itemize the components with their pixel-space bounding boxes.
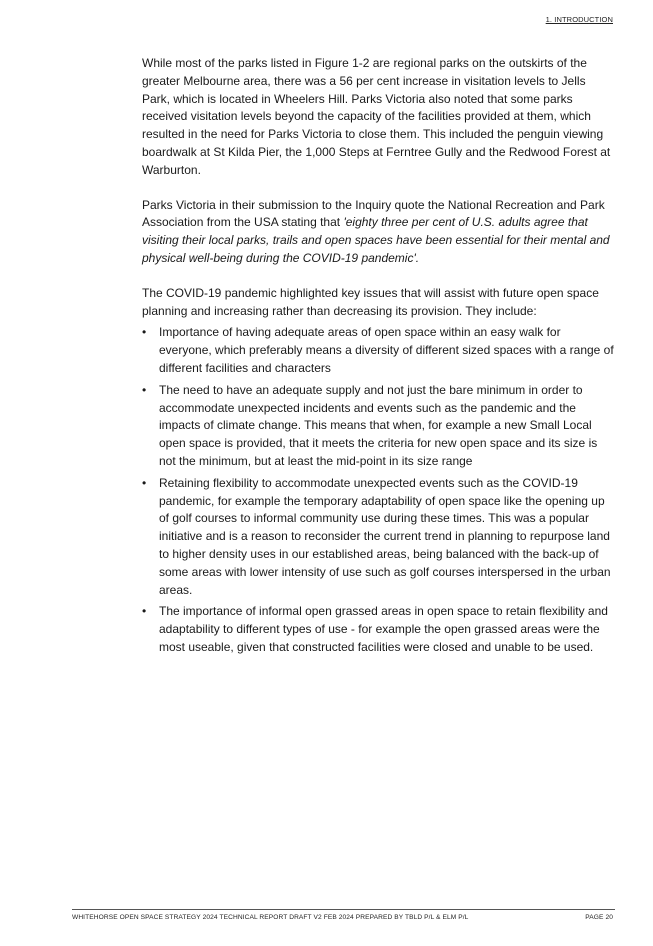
body-content xyxy=(142,55,614,661)
bullet-icon: • xyxy=(142,475,147,490)
quote-italic-text: 'eighty three per cent of U.S. adults agree that visiting their local parks, trails and open spaces have been essential for their mental and physical well-being during the COVID-19 pandemic'. xyxy=(142,215,610,265)
footer-divider xyxy=(72,909,615,910)
page-number: PAGE 20 xyxy=(585,914,613,921)
bullet-icon: • xyxy=(142,325,147,340)
page-footer xyxy=(72,914,613,921)
list-item xyxy=(142,475,614,600)
list-item-text: The importance of informal open grassed areas in open space to retain flexibility and adaptability to different types of use - for example the open grassed areas were the most useable, given that constructed facilities were closed and unable to be used. xyxy=(159,604,608,654)
list-item xyxy=(142,382,614,471)
section-header: 1. INTRODUCTION xyxy=(545,15,613,24)
list-item xyxy=(142,603,614,656)
quote-lead-text: Parks Victoria in their submission to the Inquiry quote the National Recreation and Park Association from the USA stating that xyxy=(142,197,605,230)
list-item-text: The need to have an adequate supply and not just the bare minimum in order to accommodate unexpected incidents and events such as the pandemic and the impacts of climate change. This means that when, for example a new Small Local open space is provided, that it meets the criteria for new open space and its size is not the minimum, but at least the mid-point in its size range xyxy=(159,382,598,468)
bullet-icon: • xyxy=(142,382,147,397)
bullet-icon: • xyxy=(142,604,147,619)
footer-document-info: WHITEHORSE OPEN SPACE STRATEGY 2024 TECHNICAL REPORT DRAFT V2 FEB 2024 PREPARED BY TBLD P/L & ELM P/L xyxy=(72,914,469,921)
paragraph-key-issues: The COVID-19 pandemic highlighted key issues that will assist with future open space planning and increasing rather than decreasing its provision. They include: xyxy=(142,285,599,318)
paragraph-parks-visitation: While most of the parks listed in Figure 1-2 are regional parks on the outskirts of the greater Melbourne area, there was a 56 per cent increase in visitation levels to Jells Park, which is located in Wheelers Hill. Parks Victoria also noted that some parks received visitation levels beyond the capacity of the facilities provided at them, which resulted in the need for Parks Victoria to close them. This included the penguin viewing boardwalk at St Kilda Pier, the 1,000 Steps at Ferntree Gully and the Redwood Forest at Warburton. xyxy=(142,56,611,177)
paragraph-nrpa-quote xyxy=(142,197,614,268)
list-item xyxy=(142,324,614,377)
list-item-text: Retaining flexibility to accommodate unexpected events such as the COVID-19 pandemic, for example the temporary adaptability of open space like the opening up of golf courses to informal community use during these times. This was a popular initiative and is a reason to reconsider the current trend in planning to repurpose land to higher density uses in our established areas, being balanced with the back-up of some areas with lower intensity of use such as golf courses interspersed in the urban areas. xyxy=(159,475,611,597)
list-item-text: Importance of having adequate areas of open space within an easy walk for everyone, which preferably means a diversity of different sized spaces with a range of different facilities and characters xyxy=(159,325,614,375)
key-issues-list xyxy=(142,324,614,656)
